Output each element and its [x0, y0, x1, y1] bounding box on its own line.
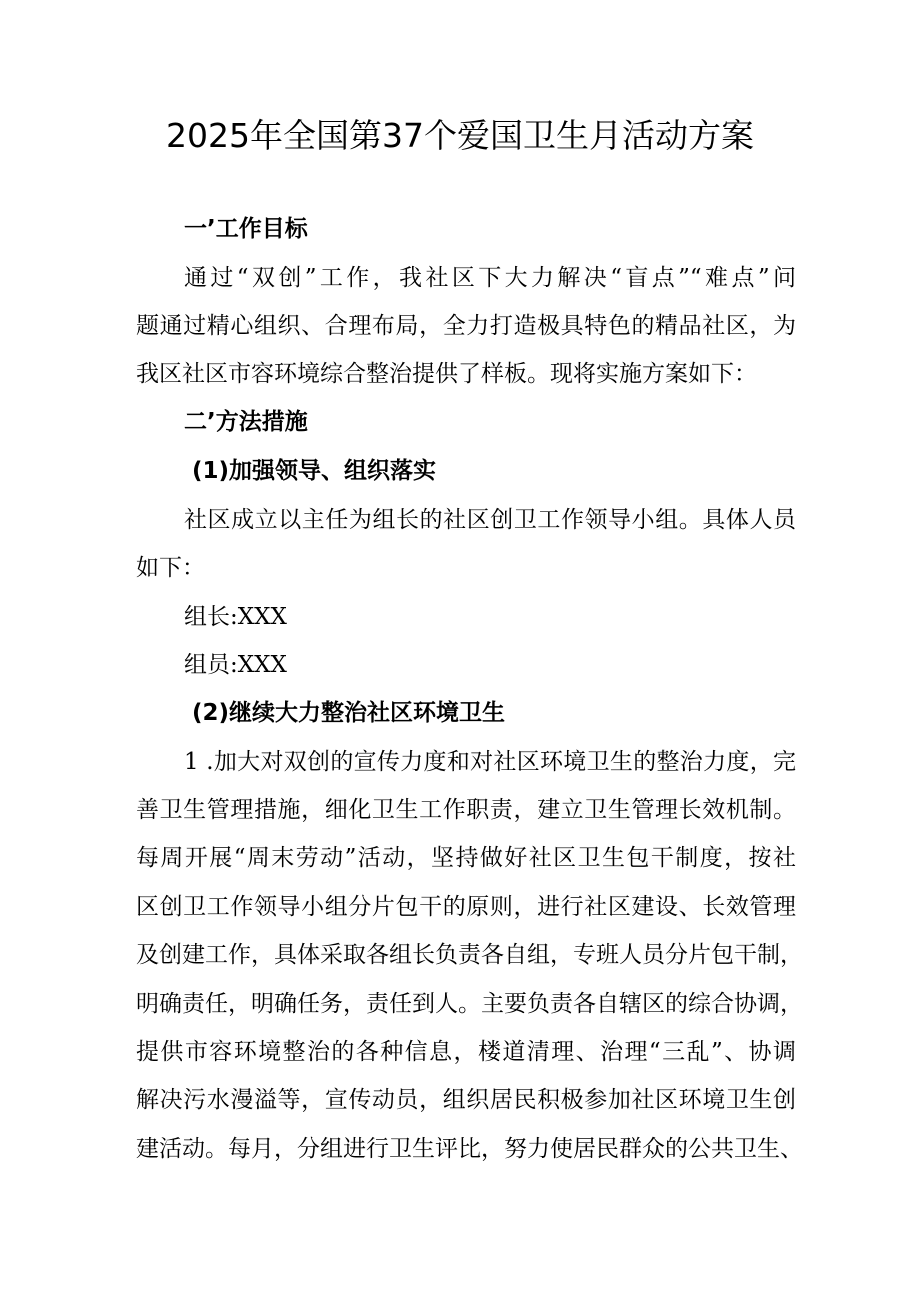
document-title: 2025年全国第37个爱国卫生月活动方案 [166, 116, 754, 155]
paragraph-line: 提供市容环境整治的各种信息，楼道清理、治理“三乱”、协调 [136, 1039, 796, 1065]
paragraph-line: 如下： [136, 555, 205, 581]
paragraph-line: 善卫生管理措施，细化卫生工作职责，建立卫生管理长效机制。 [136, 797, 796, 823]
leader-line: 组长:XXX [184, 604, 287, 630]
paragraph-line: 及创建工作，具体采取各组长负责各自组，专班人员分片包干制， [136, 942, 803, 968]
paragraph-line: 题通过精心组织、合理布局，全力打造极具特色的精品社区，为 [136, 313, 796, 339]
paragraph-line: 区创卫工作领导小组分片包干的原则，进行社区建设、长效管理 [136, 894, 796, 920]
paragraph-line: 我区社区市容环境综合整治提供了样板。现将实施方案如下： [136, 361, 757, 387]
section-heading-goals: 一’工作目标 [184, 216, 308, 242]
paragraph-line: 每周开展“周末劳动”活动，坚持做好社区卫生包干制度，按社 [136, 845, 796, 871]
paragraph-line: 解决污水漫溢等，宣传动员，组织居民积极参加社区环境卫生创 [136, 1087, 796, 1113]
section-heading-methods: 二’方法措施 [184, 409, 308, 435]
paragraph-line: 建活动。每月，分组进行卫生评比，努力使居民群众的公共卫生、 [136, 1136, 803, 1162]
subsection-heading-leadership: (1)加强领导、组织落实 [192, 458, 437, 484]
member-line: 组员:XXX [184, 652, 287, 678]
subsection-heading-environment: (2)继续大力整治社区环境卫生 [192, 700, 506, 726]
paragraph-line: 1 .加大对双创的宣传力度和对社区环境卫生的整治力度，完 [184, 749, 796, 775]
paragraph-line: 通过“双创”工作，我社区下大力解决“盲点”“难点”问 [184, 265, 796, 291]
paragraph-line: 明确责任，明确任务，责任到人。主要负责各自辖区的综合协调， [136, 991, 803, 1017]
paragraph-line: 社区成立以主任为组长的社区创卫工作领导小组。具体人员 [184, 507, 796, 533]
